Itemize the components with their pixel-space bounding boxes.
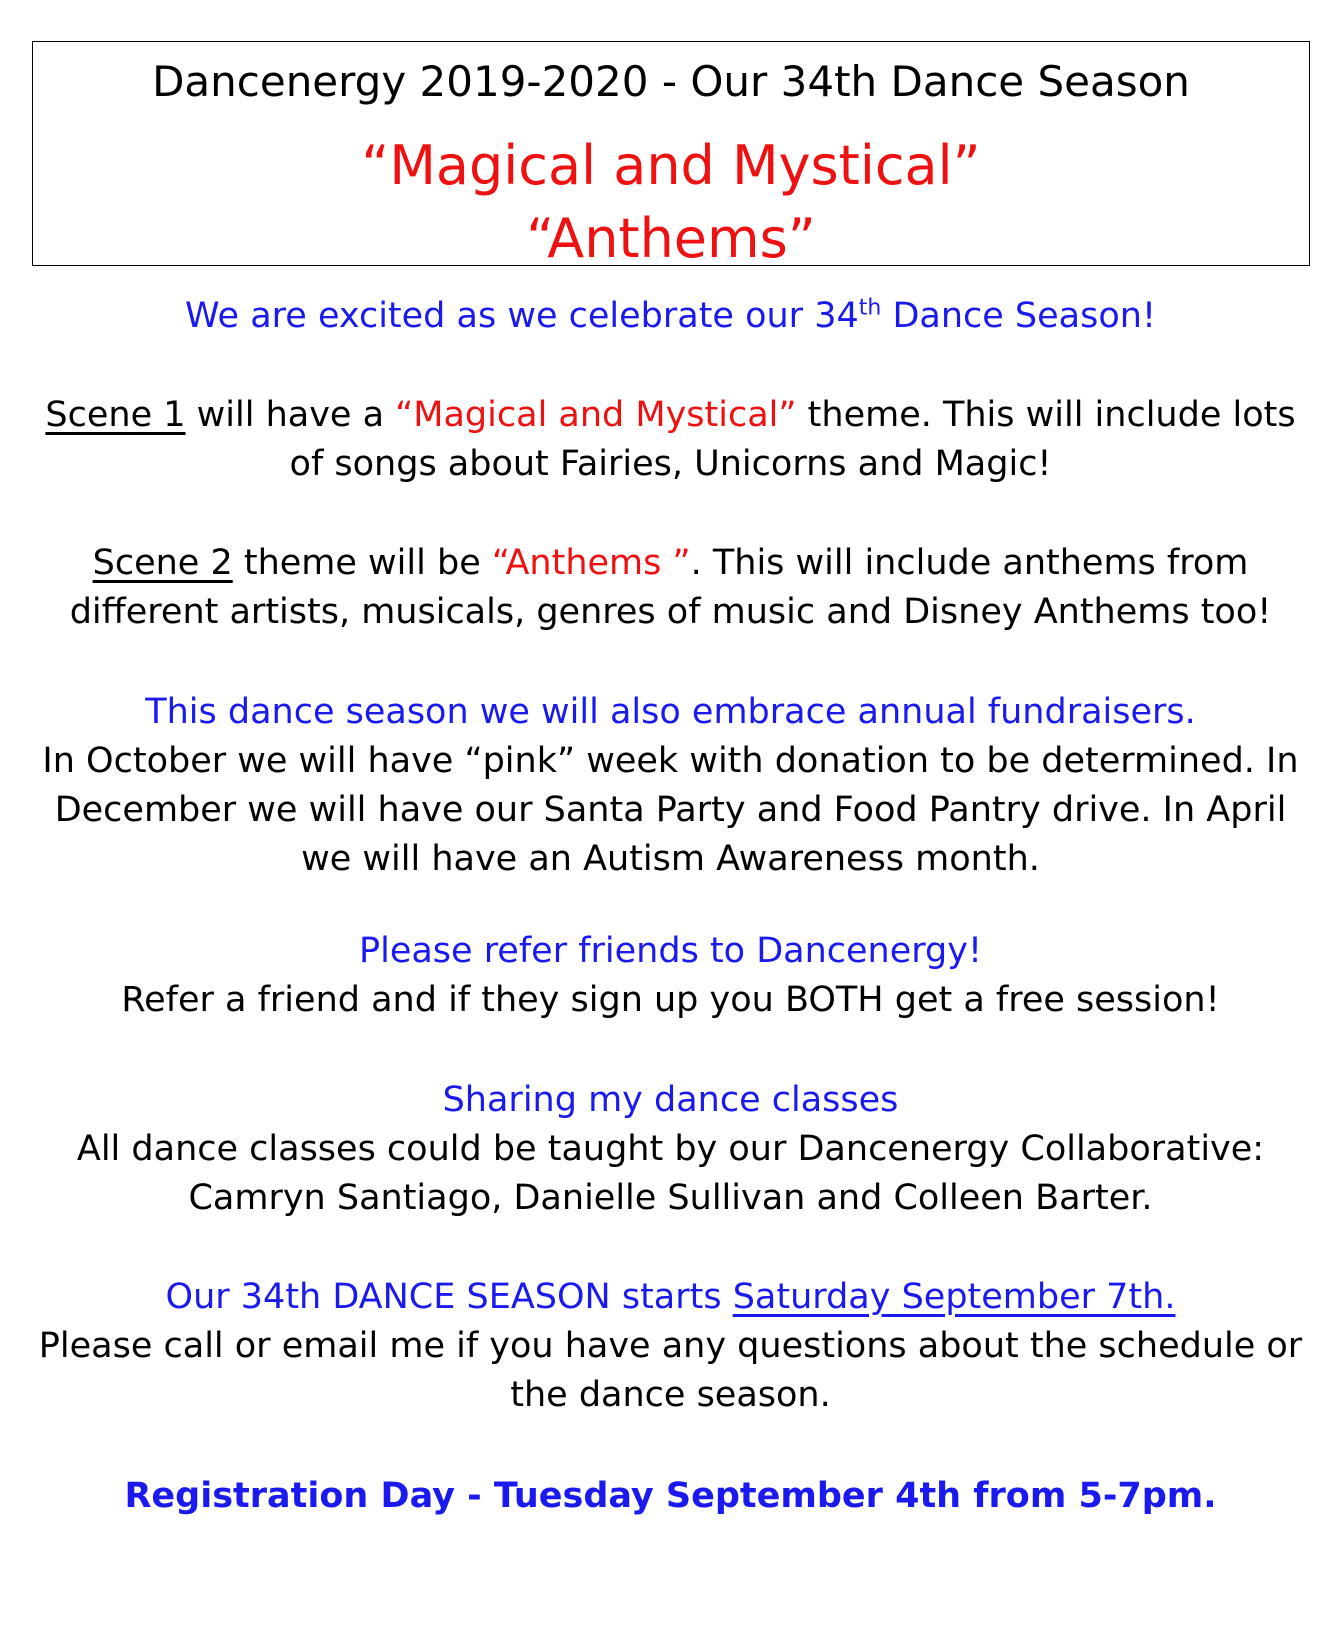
- season-title: Dancenergy 2019-2020 - Our 34th Dance Season: [152, 57, 1190, 106]
- scene1-theme: “Magical and Mystical”: [395, 395, 797, 435]
- intro-superscript: th: [858, 295, 882, 321]
- scene2-text-b: . This will include anthems from: [690, 543, 1249, 583]
- scene1-line1: [0, 389, 1341, 441]
- scene2-line1: [0, 537, 1341, 589]
- sharing-heading: Sharing my dance classes: [442, 1080, 899, 1120]
- scene2-line2: different artists, musicals, genres of music and Disney Anthems too!: [69, 592, 1272, 632]
- sharing-line1: All dance classes could be taught by our Dancenergy Collaborative:: [76, 1129, 1265, 1169]
- referral-heading: Please refer friends to Dancenergy!: [358, 931, 983, 971]
- fundraisers-heading: This dance season we will also embrace annual fundraisers.: [145, 692, 1196, 732]
- theme-title-anthems: “Anthems”: [526, 207, 816, 270]
- scene2-label: Scene 2: [92, 543, 233, 583]
- scene1-label: Scene 1: [45, 395, 186, 435]
- intro-text: We are excited as we celebrate our 34: [185, 296, 859, 336]
- questions-line1: Please call or email me if you have any questions about the schedule or: [38, 1326, 1303, 1366]
- scene1-line2: of songs about Fairies, Unicorns and Magic!: [289, 444, 1052, 484]
- questions-line2: the dance season.: [510, 1375, 831, 1415]
- scene1-text-b: theme. This will include lots: [796, 395, 1296, 435]
- scene2-text-a: theme will be: [232, 543, 492, 583]
- season-start-text: Our 34th DANCE SEASON starts: [165, 1277, 733, 1317]
- theme-title-magical: “Magical and Mystical”: [361, 134, 981, 197]
- fundraisers-line1: In October we will have “pink” week with donation to be determined. In: [42, 741, 1299, 781]
- registration-day: Registration Day - Tuesday September 4th from 5-7pm.: [124, 1476, 1217, 1516]
- referral-line1: Refer a friend and if they sign up you BOTH get a free session!: [121, 980, 1220, 1020]
- title-box: [32, 41, 1310, 270]
- season-start-line: [0, 1271, 1341, 1323]
- fundraisers-line2: December we will have our Santa Party and Food Pantry drive. In April: [54, 790, 1287, 830]
- sharing-line2: Camryn Santiago, Danielle Sullivan and Colleen Barter.: [188, 1178, 1153, 1218]
- intro-line: [0, 290, 1341, 342]
- intro-text-end: Dance Season!: [881, 296, 1156, 336]
- scene2-theme: “Anthems ”: [491, 543, 691, 583]
- fundraisers-line3: we will have an Autism Awareness month.: [301, 839, 1040, 879]
- scene1-text-a: will have a: [185, 395, 396, 435]
- season-start-date: Saturday September 7th.: [732, 1277, 1176, 1317]
